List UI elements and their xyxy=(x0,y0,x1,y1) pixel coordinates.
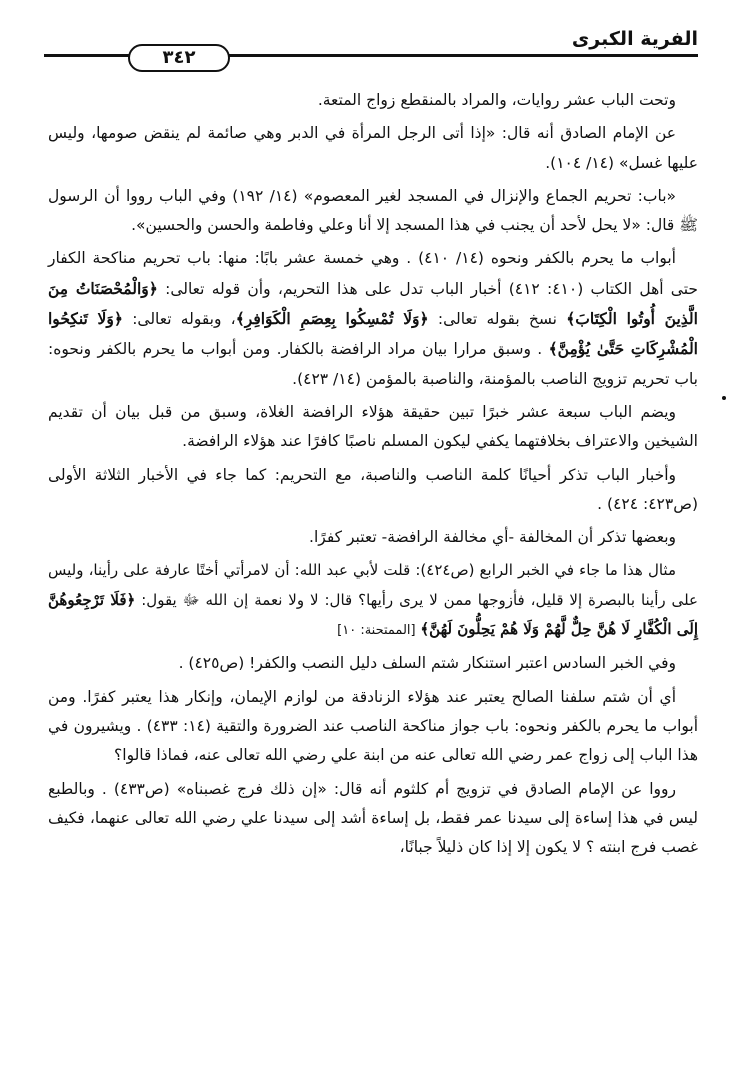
paragraph-text: . وسبق مرارا بيان مراد الرافضة بالكفار. ومن أبواب ما يحرم بالكفر ونحوه: باب تحريم تزويج الناصب بالمؤمنة، والناصبة بالمؤمن (١٤/ ٤٢٣). xyxy=(48,340,698,388)
quran-verse: ﴿وَلَا تَنكِحُوا الْمُشْرِكَاتِ حَتَّىٰ يُؤْمِنَّ﴾ xyxy=(48,309,698,359)
paragraph-text: نسخ بقوله تعالى: xyxy=(437,310,557,329)
quran-verse: ﴿وَالْمُحْصَنَاتُ مِنَ الَّذِينَ أُوتُوا الْكِتَابَ﴾ xyxy=(48,278,698,329)
page-header xyxy=(44,20,698,68)
paragraph-text: مثال هذا ما جاء في الخبر الرابع (ص٤٢٤): قلت لأبي عبد الله: أن لامرأتي أختًا عارفة على رأينا، وليس على رأينا بالبصرة إلا قليل، فأزوجها ممن لا يرى رأيها؟ قال: لا ولا نعمة إن الله ﷻ يقول: xyxy=(48,561,698,609)
paragraph xyxy=(48,556,698,645)
paragraph-text: ، وبقوله تعالى: xyxy=(132,310,236,329)
paragraph: رووا عن الإمام الصادق في تزويج أم كلثوم أنه قال: «إن ذلك فرج غصبناه» (ص٤٣٣) . وبالطبع ليس في هذا إساءة إلى سيدنا عمر فقط، بل إساءة أشد إلى سيدنا علي رضي الله تعالى عنهما، فكيف غصب فرج ابنته ؟ لا يكون إلا إذا كان ذليلاً جبانًا، xyxy=(48,779,698,857)
paragraph: ويضم الباب سبعة عشر خبرًا تبين حقيقة هؤلاء الرافضة الغلاة، وسبق من قبل بيان أن تقديم الشيخين والاعتراف بخلافتهما يكفي ليكون المسلم ناصبًا كافرًا عند هؤلاء الرافضة. xyxy=(48,402,698,451)
paragraph: عن الإمام الصادق أنه قال: «إذا أتى الرجل المرأة في الدبر وهي صائمة لم ينقض صومها، وليس عليها غسل» (١٤/ ١٠٤). xyxy=(48,124,698,172)
paragraph: «باب: تحريم الجماع والإنزال في المسجد لغير المعصوم» (١٤/ ١٩٢) وفي الباب رووا أن الرسول ﷺ قال: «لا يحل لأحد أن يجنب في هذا المسجد إلا أنا وعلي وفاطمة والحسن والحسين». xyxy=(48,186,698,235)
body-text xyxy=(48,86,698,866)
margin-mark xyxy=(722,396,726,400)
paragraph: وبعضها تذكر أن المخالفة -أي مخالفة الرافضة- تعتبر كفرًا. xyxy=(309,528,676,547)
running-title: الفرية الكبرى xyxy=(571,28,698,50)
quran-verse: ﴿وَلَا تُمْسِكُوا بِعِصَمِ الْكَوَافِرِ﴾ xyxy=(235,309,429,329)
paragraph: وأخبار الباب تذكر أحيانًا كلمة الناصب والناصبة، مع التحريم: كما جاء في الأخبار الثلاثة الأولى (ص٤٢٣: ٤٢٤) . xyxy=(48,465,698,513)
quran-verse: ﴿فَلَا تَرْجِعُوهُنَّ إِلَى الْكُفَّارِ لَا هُنَّ حِلٌّ لَّهُمْ وَلَا هُمْ يَحِلُّونَ لَهُنَّ﴾ xyxy=(48,590,698,639)
paragraph: أي أن شتم سلفنا الصالح يعتبر عند هؤلاء الزنادقة من لوازم الإيمان، وإنكار هذا يعتبر كفرًا. ومن أبواب ما يحرم بالكفر ونحوه: باب جواز مناكحة الناصب عند الضرورة والتقية (١٤: ٤٣٣) . ويشيرون في هذا الباب إلى زواج عمر رضي الله تعالى عنه من ابنة علي رضي الله تعالى عنه، فماذا قالوا؟ xyxy=(48,687,699,765)
paragraph: وفي الخبر السادس اعتبر استنكار شتم السلف دليل النصب والكفر! (ص٤٢٥) . xyxy=(178,654,676,673)
paragraph-text: أبواب ما يحرم بالكفر ونحوه (١٤/ ٤١٠) . وهي خمسة عشر بابًا: منها: باب تحريم مناكحة الكفار حتى أهل الكتاب (٤١٠: ٤١٢) أخبار الباب تدل على هذا التحريم، وأن قوله تعالى: xyxy=(48,249,698,298)
page-number: ٣٤٢ xyxy=(128,44,230,72)
paragraph: وتحت الباب عشر روايات، والمراد بالمنقطع زواج المتعة. xyxy=(317,91,676,109)
paragraph xyxy=(48,244,698,393)
quran-reference: [الممتحنة: ١٠] xyxy=(337,623,416,639)
